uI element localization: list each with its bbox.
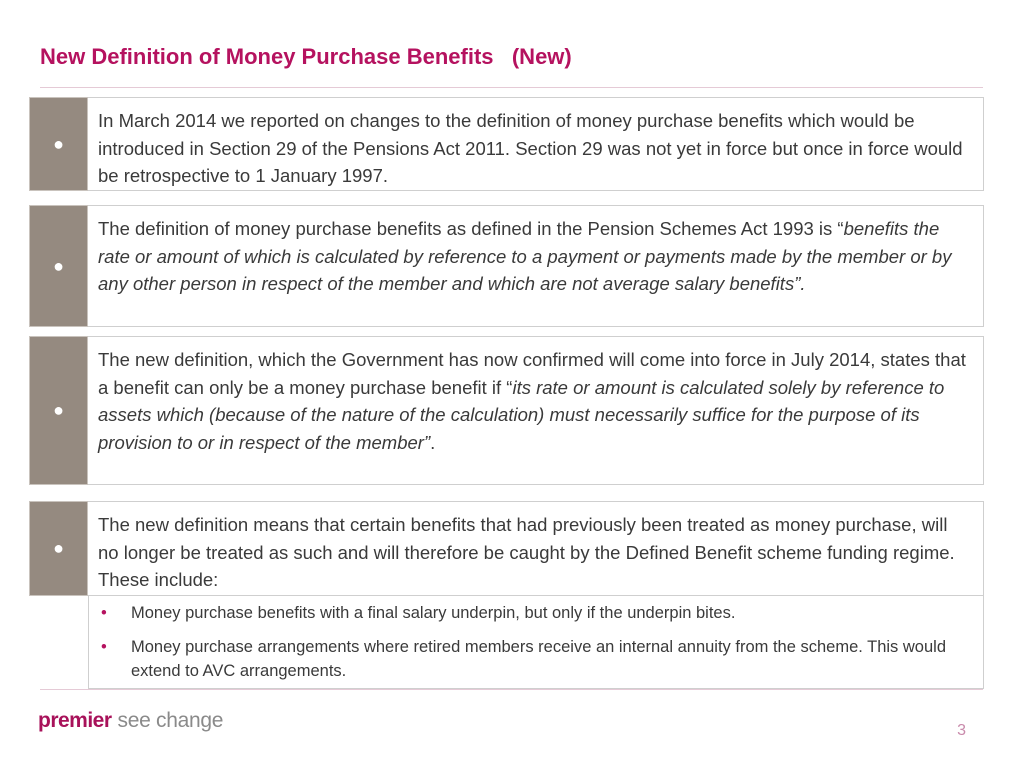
content-row-1 (29, 97, 984, 191)
list-item (99, 635, 973, 683)
logo-brand: premier (38, 709, 112, 732)
bullet-icon: ● (53, 255, 64, 276)
row-text-plain: The definition of money purchase benefits as defined in the Pension Schemes Act 1993 is “ (98, 218, 844, 239)
sub-bullet-icon: • (101, 638, 107, 656)
content-row-2 (29, 205, 984, 327)
row-text: In March 2014 we reported on changes to the definition of money purchase benefits which would be introduced in Section 29 of the Pensions Act 2011. Section 29 was not yet in force but once in force would be retrospective to 1 January 1997. (88, 97, 984, 191)
bullet-cell (29, 97, 88, 191)
sub-bullet-list (88, 596, 984, 689)
row-text-plain: The new definition, which the Government has now confirmed will come into force in July 2014, states that a benefit can only be a money purchase benefit if “ (98, 349, 966, 398)
bullet-cell (29, 501, 88, 596)
logo-tagline: see change (117, 709, 224, 732)
bullet-icon: ● (53, 538, 64, 558)
row-text: The new definition means that certain benefits that had previously been treated as money purchase, will no longer be treated as such and will therefore be caught by the Defined Benefit scheme funding regime. These include: (88, 501, 984, 596)
title-divider (40, 87, 983, 88)
list-item (99, 601, 973, 625)
row-text-end: . (430, 431, 436, 453)
list-item-text: Money purchase benefits with a final salary underpin, but only if the underpin bites. (131, 604, 736, 622)
list-item-text: Money purchase arrangements where retired members receive an internal annuity from the scheme. This would extend to AVC arrangements. (131, 638, 947, 680)
content-row-3 (29, 336, 984, 485)
bullet-cell (29, 205, 88, 327)
row-text (88, 205, 984, 327)
content-row-4 (29, 501, 984, 596)
page-number: 3 (957, 722, 966, 739)
row-text (88, 336, 984, 485)
sub-bullet-icon: • (101, 604, 107, 622)
row-text-quote: its rate or amount is calculated solely by reference to assets which (because of the nature of the calculation) must necessarily suffice for the purpose of its provision to or in respect of the member” (98, 376, 945, 453)
bullet-icon: ● (53, 133, 64, 154)
row-text-quote: benefits the rate or amount of which is calculated by reference to a payment or payments made by the member or by any other person in respect of the member and which are not average salary benefits”. (98, 218, 952, 294)
premier-logo (38, 709, 223, 733)
slide-title: New Definition of Money Purchase Benefits (New) (40, 44, 572, 69)
bullet-cell (29, 336, 88, 485)
footer-divider (40, 689, 983, 690)
bullet-icon: ● (53, 400, 64, 420)
